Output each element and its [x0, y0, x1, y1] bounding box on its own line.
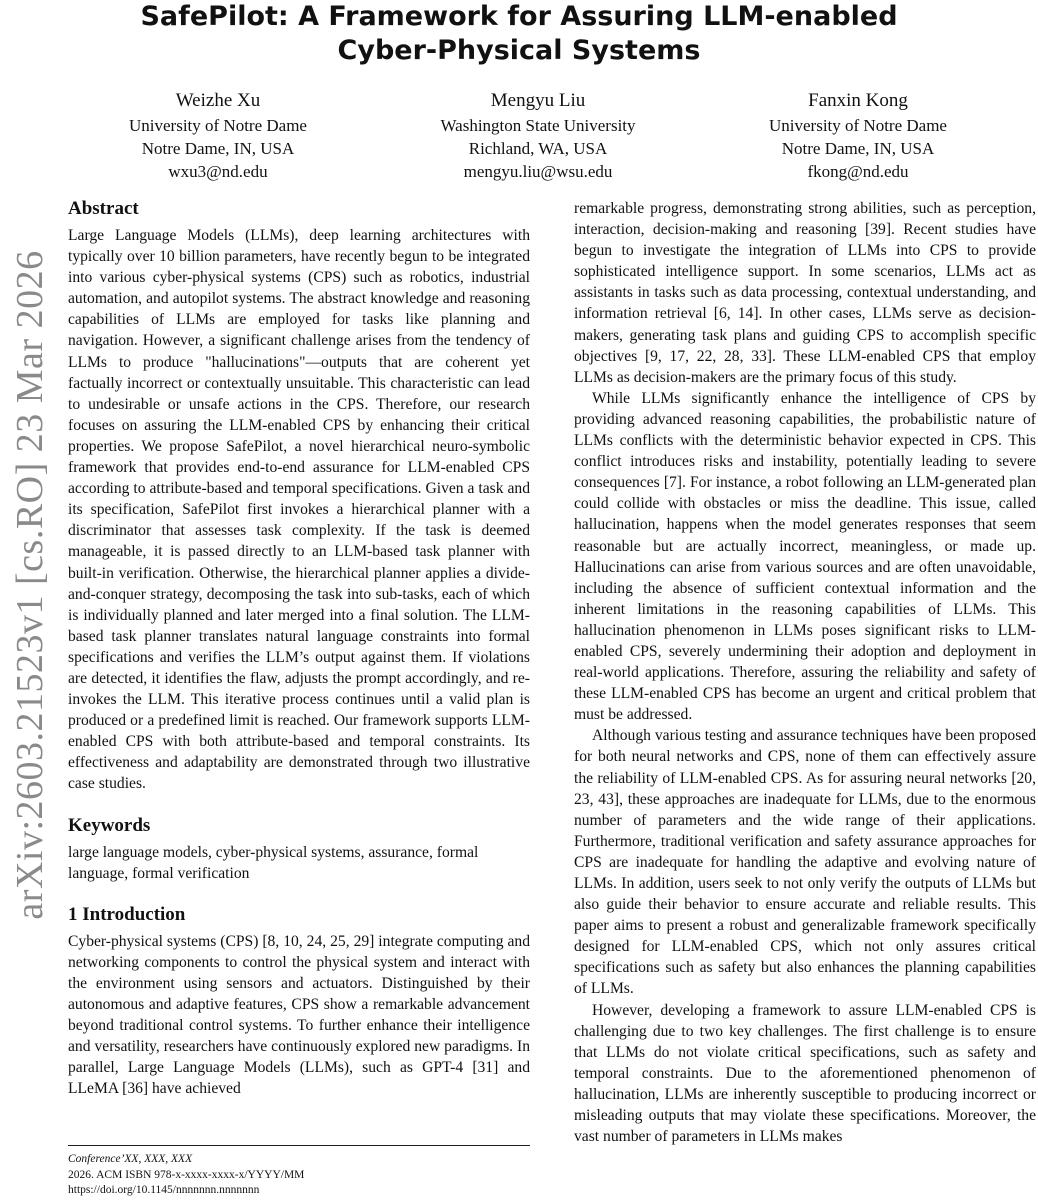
title-line-2: Cyber-Physical Systems	[337, 35, 701, 66]
author-1	[68, 88, 368, 183]
author-name: Mengyu Liu	[490, 90, 586, 111]
introduction-paragraph-4: However, developing a framework to assure LLM-enabled CPS is challenging due to two key challenges. The first challenge is to ensure that LLMs do not violate critical specifications, such as safety and temporal constraints. Due to the aforementioned phenomenon of hallucination, LLMs are inherently susceptible to producing incorrect or misleading outputs that may violate these specifications. Moreover, the vast number of parameters in LLMs makes	[574, 1001, 1036, 1146]
paper-title	[0, 0, 1038, 68]
footer-isbn: 2026. ACM ISBN 978-x-xxxx-xxxx-x/YYYY/MM	[68, 1168, 305, 1181]
abstract-text: Large Language Models (LLMs), deep learning architectures with typically over 10 billion parameters, have recently begun to be integrated into various cyber-physical systems (CPS) such as robotics, industrial automation, and autopilot systems. The abstract knowledge and reasoning capabilities of LLMs are employed for tasks like planning and navigation. However, a significant challenge arises from the tendency of LLMs to produce "hallucinations"—outputs that are coherent yet factually incorrect or contextually unsuitable. This characteristic can lead to undesirable or unsafe actions in the CPS. Therefore, our research focuses on assuring the LLM-enabled CPS by enhancing their critical properties. We propose SafePilot, a novel hierarchical neuro-symbolic framework that provides end-to-end assurance for LLM-enabled CPS according to attribute-based and temporal specifications. Given a task and its specification, SafePilot first invokes a hierarchical planner with a discriminator that assesses task complexity. If the task is deemed manageable, it is passed directly to an LLM-based task planner with built-in verification. Otherwise, the hierarchical planner applies a divide-and-conquer strategy, decomposing the task into sub-tasks, each of which is individually planned and later merged into a final solution. The LLM-based task planner translates natural language constraints into formal specifications and verifies the LLM’s output against them. If violations are detected, it identifies the flaw, adjusts the prompt accordingly, and re-invokes the LLM. This iterative process continues until a valid plan is produced or a predefined limit is reached. Our framework supports LLM-enabled CPS with both attribute-based and temporal constraints. Its effectiveness and adaptability are demonstrated through two illustrative case studies.	[68, 227, 530, 793]
author-block	[68, 88, 1008, 183]
introduction-heading: 1 Introduction	[68, 903, 186, 925]
right-column	[574, 198, 1036, 1147]
author-name: Fanxin Kong	[808, 90, 908, 111]
left-column	[68, 196, 530, 1099]
arxiv-identifier: arXiv:2603.21523v1 [cs.RO] 23 Mar 2026	[9, 250, 51, 920]
author-location: Notre Dame, IN, USA	[781, 139, 935, 158]
author-location: Notre Dame, IN, USA	[141, 139, 295, 158]
author-email[interactable]: wxu3@nd.edu	[168, 162, 268, 181]
introduction-paragraph-1-continued: remarkable progress, demonstrating strong abilities, such as perception, interaction, decision-making and reasoning [39]. Recent studies have begun to investigate the integration of LLMs into CPS to provide sophisticated intelligence support. In some scenarios, LLMs act as assistants in tasks such as data processing, contextual understanding, and information retrieval [6, 14]. In other cases, LLMs serve as decision-makers, generating task plans and guiding CPS to accomplish specific objectives [9, 17, 22, 28, 33]. These LLM-enabled CPS that employ LLMs as decision-makers are the primary focus of this study.	[574, 200, 1036, 386]
author-3	[708, 88, 1008, 183]
keywords-text: large language models, cyber-physical systems, assurance, formal language, formal verification	[68, 843, 479, 882]
author-affiliation: Washington State University	[440, 116, 636, 135]
author-name: Weizhe Xu	[175, 90, 261, 111]
author-affiliation: University of Notre Dame	[769, 116, 947, 135]
page-footer	[68, 1145, 530, 1199]
author-location: Richland, WA, USA	[468, 139, 608, 158]
author-2	[388, 88, 688, 183]
author-email[interactable]: fkong@nd.edu	[807, 162, 909, 181]
keywords-heading: Keywords	[68, 814, 151, 836]
footer-doi[interactable]: https://doi.org/10.1145/nnnnnnn.nnnnnnn	[68, 1184, 260, 1196]
footer-conference: Conference’XX, XXX, XXX	[68, 1153, 193, 1165]
author-email[interactable]: mengyu.liu@wsu.edu	[463, 162, 613, 181]
author-affiliation: University of Notre Dame	[129, 116, 307, 135]
introduction-paragraph-1: Cyber-physical systems (CPS) [8, 10, 24, 25, 29] integrate computing and networking components to control the physical system and interact with the environment using sensors and actuators. Distinguished by their autonomous and adaptive features, CPS show a remarkable advancement beyond traditional control systems. To further enhance their intelligence and versatility, researchers have continuously explored new paradigms. In parallel, Large Language Models (LLMs), such as GPT-4 [31] and LLeMA [36] have achieved	[68, 932, 530, 1098]
abstract-heading: Abstract	[68, 198, 139, 219]
introduction-paragraph-3: Although various testing and assurance techniques have been proposed for both neural networks and CPS, none of them can effectively assure the reliability of LLM-enabled CPS. As for assuring neural networks [20, 23, 43], these approaches are inadequate for LLMs, due to the enormous number of parameters and the wide range of their applications. Furthermore, traditional verification and safety assurance approaches for CPS are inadequate for handling the adaptive and evolving nature of LLMs. In addition, users seek to not only verify the outputs of LLMs but also guide their behavior to ensure accurate and reliable results. This paper aims to present a robust and generalizable framework specifically designed for LLM-enabled CPS, which not only assures critical specifications such as safety but also enhances the planning capabilities of LLMs.	[574, 727, 1036, 998]
title-line-1: SafePilot: A Framework for Assuring LLM-enabled	[140, 1, 898, 32]
introduction-paragraph-2: While LLMs significantly enhance the intelligence of CPS by providing advanced reasoning capabilities, the probabilistic nature of LLMs conflicts with the deterministic behavior expected in CPS. This conflict introduces risks and instability, potentially leading to severe consequences [7]. For instance, a robot following an LLM-generated plan could collide with obstacles or miss the deadline. This issue, called hallucination, happens when the model generates responses that seem reasonable but are actually incorrect, meaningless, or made up. Hallucinations can arise from various sources and are often unavoidable, including the absence of sufficient contextual information and the inherent limitations in the reasoning capabilities of LLMs. This hallucination phenomenon in LLMs poses significant risks to LLM-enabled CPS, severely undermining their adoption and deployment in real-world applications. Therefore, assuring the reliability and safety of these LLM-enabled CPS has become an urgent and critical problem that must be addressed.	[574, 389, 1036, 724]
